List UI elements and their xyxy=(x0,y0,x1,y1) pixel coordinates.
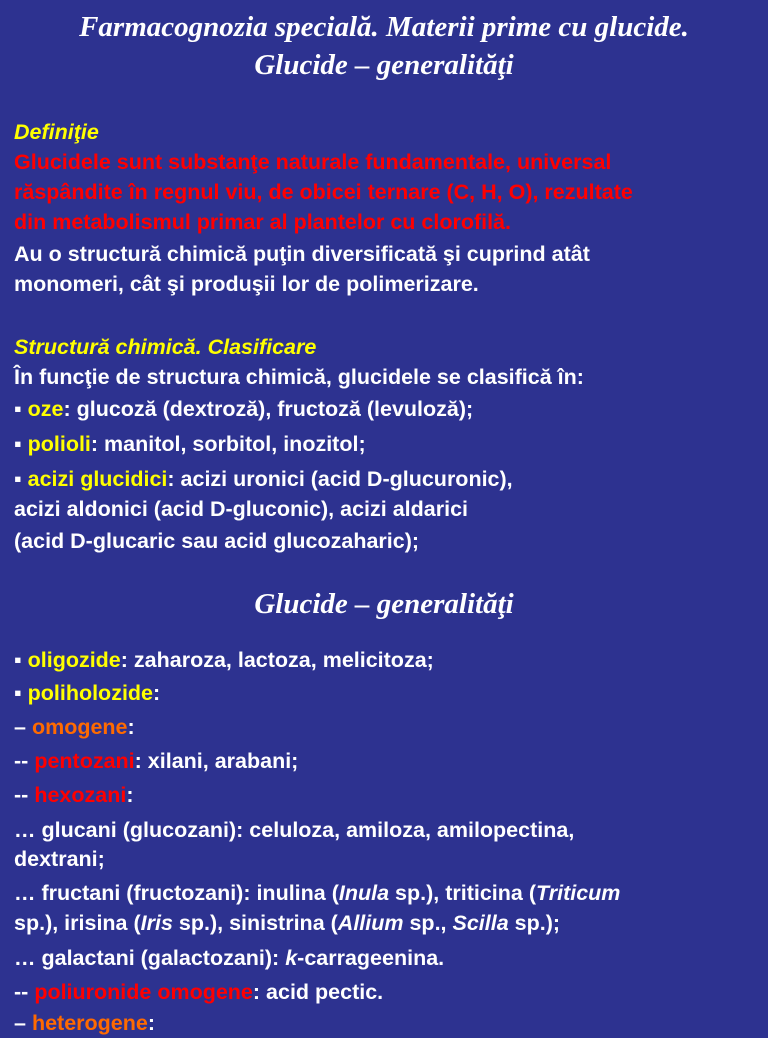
polioli-text: : manitol, sorbitol, inozitol; xyxy=(90,432,366,456)
list-item-omogene xyxy=(14,712,135,742)
structure-heading: Structură chimică. Clasificare xyxy=(14,335,317,359)
oze-text: : glucoză (dextroză), fructoză (levuloză); xyxy=(63,397,474,421)
term-polioli: polioli xyxy=(27,432,91,456)
dash: – xyxy=(14,715,26,739)
term-heterogene: heterogene xyxy=(31,1011,148,1035)
description-line-2: monomeri, cât şi produşii lor de polimerizare. xyxy=(14,272,479,296)
fructani-line-2 xyxy=(14,908,560,938)
term-oze: oze xyxy=(27,397,64,421)
dash: – xyxy=(14,1011,26,1035)
genus-scilla: Scilla xyxy=(452,911,509,935)
glucani-text: glucani (glucozani): celuloza, amiloza, amilopectina, xyxy=(35,818,575,842)
list-item-polioli xyxy=(14,429,366,459)
slide-title xyxy=(0,8,768,84)
kappa-prefix: k xyxy=(285,946,298,970)
galactani-text-a: galactani (galactozani): xyxy=(35,946,286,970)
double-dash: -- xyxy=(14,980,29,1004)
fructani-text-d: sp.), sinistrina ( xyxy=(172,911,338,935)
pentozani-text: : xilani, arabani; xyxy=(134,749,299,773)
acizi-text: : acizi uronici (acid D-glucuronic), xyxy=(167,467,513,491)
term-poliuronide-omogene: poliuronide omogene xyxy=(34,980,253,1004)
term-oligozide: oligozide xyxy=(27,648,121,672)
fructani-text-c: sp.), irisina ( xyxy=(14,911,141,935)
list-item-acizi xyxy=(14,464,513,494)
oligozide-text: : zaharoza, lactoza, melicitoza; xyxy=(120,648,434,672)
structure-intro: În funcţie de structura chimică, glucidele se clasifică în: xyxy=(14,365,584,389)
section-title: Glucide – generalităţi xyxy=(254,588,514,620)
bullet: ▪ xyxy=(14,681,22,705)
title-line-2: Glucide – generalităţi xyxy=(254,49,514,81)
list-item-oligozide xyxy=(14,645,434,675)
definition-line-3: din metabolismul primar al plantelor cu clorofilă. xyxy=(14,210,511,234)
double-dash: -- xyxy=(14,749,29,773)
list-item-oze xyxy=(14,394,473,424)
list-item-fructani xyxy=(14,878,620,908)
definition-line-2: răspândite în regnul viu, de obicei ternare (C, H, O), rezultate xyxy=(14,180,633,204)
list-item-poliuronide xyxy=(14,977,383,1007)
colon: : xyxy=(126,783,134,807)
genus-iris: Iris xyxy=(140,911,173,935)
fructani-text-b: sp.), triticina ( xyxy=(389,881,536,905)
bullet: ▪ xyxy=(14,467,22,491)
glucani-line-2: dextrani; xyxy=(14,847,105,871)
term-pentozani: pentozani xyxy=(34,749,135,773)
galactani-text-b: -carrageenina. xyxy=(297,946,445,970)
ellipsis: … xyxy=(14,946,36,970)
colon: : xyxy=(153,681,161,705)
bullet: ▪ xyxy=(14,397,22,421)
genus-inula: Inula xyxy=(338,881,390,905)
genus-triticum: Triticum xyxy=(535,881,621,905)
list-item-pentozani xyxy=(14,746,298,776)
list-item-poliholozide xyxy=(14,678,160,708)
genus-allium: Allium xyxy=(337,911,404,935)
bullet: ▪ xyxy=(14,648,22,672)
poliuronide-text: : acid pectic. xyxy=(252,980,384,1004)
definition-line-1: Glucidele sunt substanţe naturale fundamentale, universal xyxy=(14,150,612,174)
acizi-line-2: acizi aldonici (acid D-gluconic), acizi aldarici xyxy=(14,497,469,521)
fructani-text-a: fructani (fructozani): inulina ( xyxy=(35,881,339,905)
bullet: ▪ xyxy=(14,432,22,456)
fructani-text-f: sp.); xyxy=(508,911,561,935)
ellipsis: … xyxy=(14,881,36,905)
list-item-glucani xyxy=(14,815,574,845)
list-item-hexozani xyxy=(14,780,133,810)
term-acizi-glucidici: acizi glucidici xyxy=(27,467,168,491)
fructani-text-e: sp., xyxy=(403,911,453,935)
title-line-1: Farmacognozia specială. Materii prime cu glucide. xyxy=(79,11,689,43)
list-item-galactani xyxy=(14,943,444,973)
acizi-line-3: (acid D-glucaric sau acid glucozaharic); xyxy=(14,529,420,553)
colon: : xyxy=(127,715,135,739)
definition-heading: Definiţie xyxy=(14,120,99,144)
term-hexozani: hexozani xyxy=(34,783,127,807)
description-line-1: Au o structură chimică puţin diversificată şi cuprind atât xyxy=(14,242,590,266)
list-item-heterogene xyxy=(14,1008,155,1038)
colon: : xyxy=(147,1011,156,1035)
term-omogene: omogene xyxy=(31,715,128,739)
ellipsis: … xyxy=(14,818,36,842)
double-dash: -- xyxy=(14,783,29,807)
term-poliholozide: poliholozide xyxy=(27,681,154,705)
